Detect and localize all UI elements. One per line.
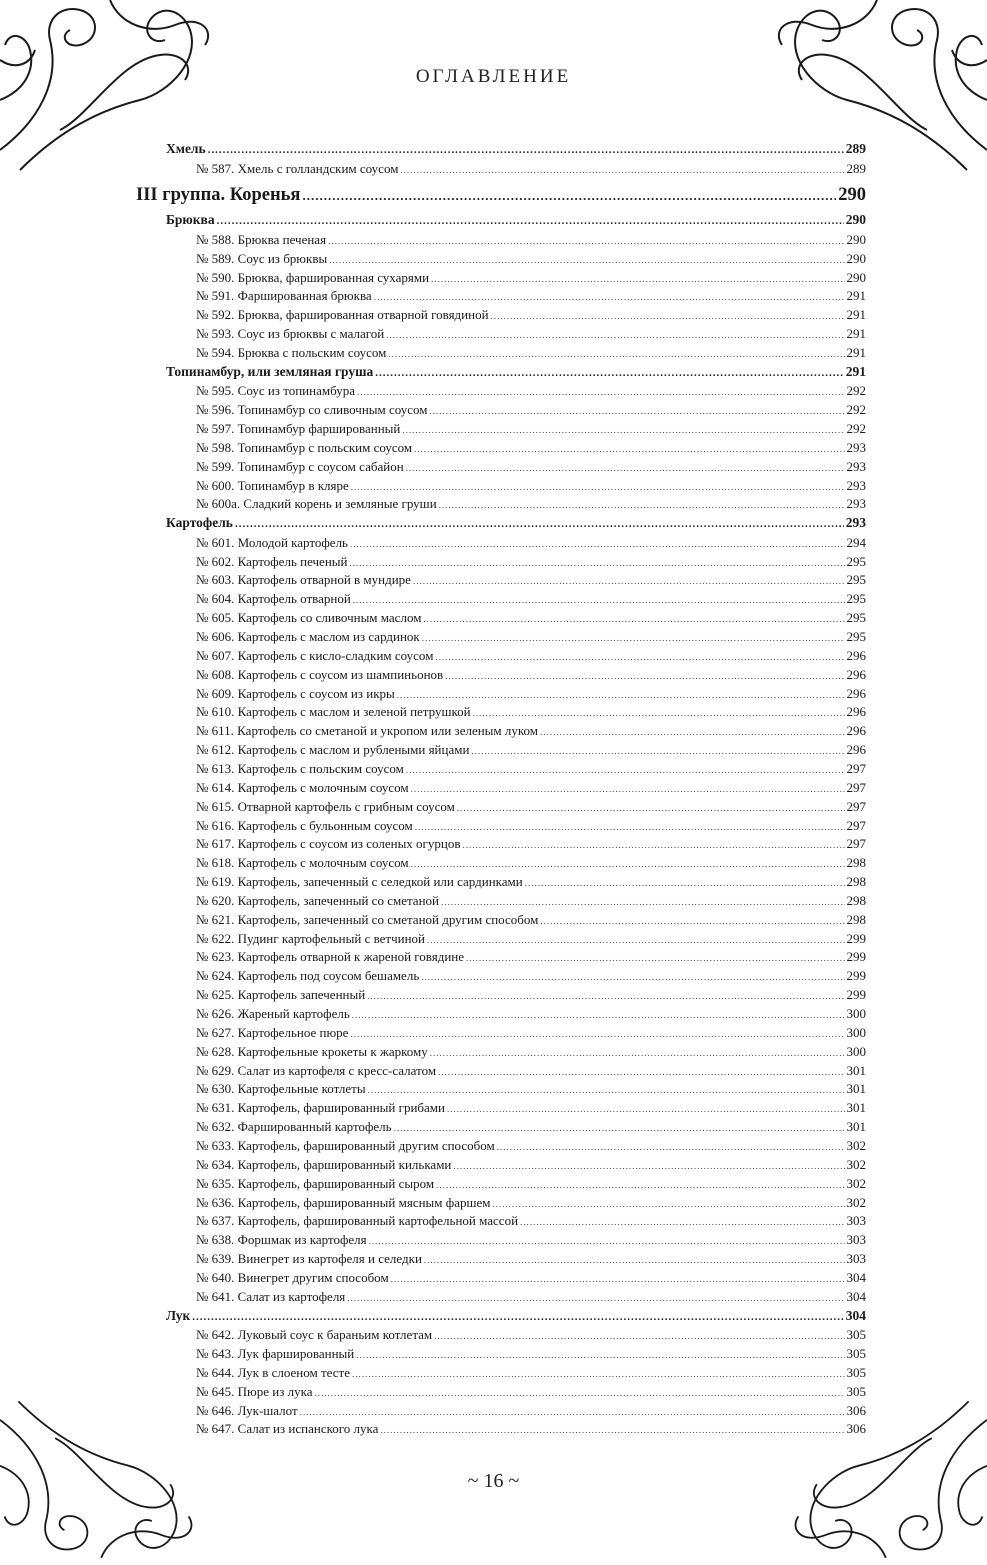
toc-label: № 603. Картофель отварной в мундире — [196, 572, 411, 588]
dot-leader — [374, 292, 845, 302]
toc-entry — [196, 1063, 866, 1081]
dot-leader — [430, 406, 845, 416]
toc-label: № 634. Картофель, фаршированный кильками — [196, 1156, 452, 1172]
dot-leader — [386, 330, 844, 340]
toc-entry — [196, 591, 866, 609]
toc-page-number: 302 — [846, 1175, 866, 1191]
toc-entry — [196, 1157, 866, 1175]
toc-label: № 642. Луковый соус к бараньим котлетам — [196, 1327, 433, 1343]
dot-leader — [411, 784, 845, 794]
dot-leader — [439, 500, 845, 510]
dot-leader — [302, 188, 836, 204]
toc-label: № 593. Соус из брюквы с малагой — [196, 326, 385, 342]
toc-label: № 600а. Сладкий корень и земляные груши — [196, 496, 437, 512]
toc-label: № 602. Картофель печеный — [196, 553, 348, 569]
dot-leader — [421, 972, 844, 982]
toc-label: № 626. Жареный картофель — [196, 1006, 350, 1021]
dot-leader — [415, 822, 845, 832]
toc-page-number: 304 — [845, 1307, 866, 1323]
toc-label: № 633. Картофель, фаршированный другим способом — [196, 1137, 495, 1153]
toc-page-number: 304 — [846, 1269, 866, 1285]
toc-label: № 630. Картофельные котлеты — [196, 1081, 366, 1097]
toc-label: № 606. Картофель с маслом из сардинок — [196, 629, 420, 644]
dot-leader — [466, 953, 844, 963]
dot-leader — [435, 652, 844, 662]
toc-entry — [196, 931, 866, 949]
toc-page-number: 291 — [846, 307, 866, 323]
toc-page-number: 305 — [846, 1345, 866, 1361]
dot-leader — [406, 765, 845, 775]
toc-entry — [196, 345, 866, 363]
toc-entry — [196, 1195, 866, 1213]
dot-leader — [192, 1311, 843, 1323]
toc-page-number: 291 — [846, 326, 866, 342]
dot-leader — [411, 859, 845, 869]
dot-leader — [391, 1274, 845, 1284]
toc-page-number: 293 — [846, 496, 866, 512]
dot-leader — [347, 1293, 844, 1303]
toc-page-number: 289 — [845, 141, 866, 156]
toc-label: № 636. Картофель, фаршированный мясным фаршем — [196, 1194, 491, 1210]
dot-leader — [422, 633, 845, 643]
toc-section-heading — [166, 515, 866, 534]
dot-leader — [375, 367, 844, 379]
dot-leader — [471, 746, 844, 756]
toc-section-heading — [166, 212, 866, 231]
toc-entry — [196, 1100, 866, 1118]
toc-label: № 595. Соус из топинамбура — [196, 383, 355, 399]
toc-label: № 645. Пюре из лука — [196, 1383, 313, 1399]
dot-leader — [462, 840, 844, 850]
toc-entry — [196, 949, 866, 967]
toc-entry — [196, 496, 866, 514]
toc-page-number: 306 — [846, 1402, 866, 1418]
page-title: ОГЛАВЛЕНИЕ — [415, 66, 572, 87]
dot-leader — [235, 518, 844, 530]
toc-entry — [196, 780, 866, 798]
dot-leader — [431, 274, 844, 284]
toc-page-number: 302 — [846, 1156, 866, 1172]
dot-leader — [413, 576, 845, 586]
toc-entry — [196, 1006, 866, 1024]
toc-page-number: 299 — [846, 987, 866, 1003]
toc-label: № 590. Брюква, фаршированная сухарями — [196, 269, 430, 285]
dot-leader — [350, 539, 845, 549]
toc-label: № 608. Картофель с соусом из шампиньонов — [196, 666, 444, 682]
toc-page-number: 296 — [846, 647, 866, 663]
toc-section-heading — [166, 364, 866, 383]
toc-page-number: 293 — [846, 439, 866, 455]
toc-label: № 610. Картофель с маслом и зеленой петрушкой — [196, 704, 471, 720]
toc-label: № 628. Картофельные крокеты к жаркому — [196, 1043, 428, 1059]
toc-entry — [196, 251, 866, 269]
toc-label: № 647. Салат из испанского лука — [196, 1421, 379, 1437]
toc-section-heading — [166, 141, 866, 160]
dot-leader — [349, 558, 844, 568]
toc-label: № 598. Топинамбур с польским соусом — [196, 439, 413, 455]
toc-entry — [196, 1119, 866, 1137]
dot-leader — [217, 215, 844, 227]
toc-label: № 597. Топинамбур фаршированный — [196, 421, 401, 436]
toc-label: № 587. Хмель с голландским соусом — [196, 160, 399, 176]
toc-label: № 635. Картофель, фаршированный сыром — [196, 1175, 435, 1191]
toc-label: Брюква — [166, 212, 215, 228]
toc-page-number: 300 — [846, 1043, 866, 1059]
toc-page-number: 298 — [846, 855, 866, 871]
toc-label: № 589. Соус из брюквы — [196, 250, 328, 266]
toc-page-number: 295 — [846, 553, 866, 569]
dot-leader — [357, 387, 845, 397]
toc-label: № 629. Салат из картофеля с кресс-салатом — [196, 1062, 437, 1078]
toc-label: Топинамбур, или земляная груша — [166, 363, 374, 379]
dot-leader — [406, 463, 845, 473]
toc-label: № 643. Лук фаршированный — [196, 1345, 355, 1361]
dot-leader — [369, 1236, 845, 1246]
toc-label: № 617. Картофель с соусом из соленых огурцов — [196, 836, 461, 852]
toc-label: № 607. Картофель с кисло-сладким соусом — [196, 647, 434, 663]
toc-label: № 604. Картофель отварной — [196, 591, 351, 607]
toc-entry — [196, 288, 866, 306]
toc-entry — [196, 874, 866, 892]
toc-page-number: 299 — [846, 930, 866, 946]
toc-entry — [196, 459, 866, 477]
toc-entry — [196, 968, 866, 986]
dot-leader — [497, 1142, 845, 1152]
toc-page-number: 293 — [846, 458, 866, 474]
dot-leader — [367, 991, 844, 1001]
dot-leader — [520, 1217, 844, 1227]
toc-page-number: 290 — [846, 231, 866, 247]
dot-leader — [329, 255, 844, 265]
dot-leader — [525, 878, 845, 888]
dot-leader — [368, 1085, 845, 1095]
toc-label: № 614. Картофель с молочным соусом — [196, 779, 409, 795]
toc-page-number: 290 — [845, 212, 866, 228]
toc-page-number: 297 — [846, 836, 866, 852]
toc-page-number: 295 — [846, 591, 866, 607]
toc-label: Картофель — [166, 515, 233, 531]
toc-label: № 619. Картофель, запеченный с селедкой или сардинками — [196, 874, 523, 890]
toc-label: № 599. Топинамбур с соусом сабайон — [196, 458, 404, 474]
dot-leader — [414, 444, 844, 454]
dot-leader — [402, 425, 844, 435]
dot-leader — [328, 236, 844, 246]
toc-page-number: 298 — [846, 911, 866, 927]
toc-label: № 644. Лук в слоеном тесте — [196, 1364, 350, 1380]
toc-page-number: 292 — [846, 383, 866, 399]
toc-page-number: 304 — [846, 1288, 866, 1304]
toc-label: № 631. Картофель, фаршированный грибами — [196, 1100, 445, 1116]
dot-leader — [540, 916, 844, 926]
toc-entry — [196, 648, 866, 666]
toc-label: № 592. Брюква, фаршированная отварной говядиной — [196, 307, 489, 323]
toc-entry — [196, 761, 866, 779]
dot-leader — [353, 595, 845, 605]
dot-leader — [424, 1255, 845, 1265]
dot-leader — [427, 935, 844, 945]
toc-label: № 641. Салат из картофеля — [196, 1288, 346, 1304]
toc-page-number: 299 — [846, 949, 866, 965]
dot-leader — [400, 165, 844, 175]
toc-entry — [196, 704, 866, 722]
toc-page-number: 297 — [846, 760, 866, 776]
dot-leader — [388, 349, 844, 359]
toc-label: № 623. Картофель отварной к жареной говядине — [196, 949, 465, 965]
toc-page-number: 297 — [846, 817, 866, 833]
dot-leader — [492, 1199, 844, 1209]
toc-label: № 615. Отварной картофель с грибным соусом — [196, 798, 455, 814]
toc-entry — [196, 572, 866, 590]
toc-entry — [196, 1176, 866, 1194]
toc-page-number: 303 — [846, 1232, 866, 1248]
toc-page-number: 297 — [846, 798, 866, 814]
toc-label: № 588. Брюква печеная — [196, 231, 327, 247]
toc-page-number: 302 — [846, 1137, 866, 1153]
dot-leader — [397, 690, 845, 700]
toc-page-number: 291 — [846, 288, 866, 304]
toc-entry — [196, 987, 866, 1005]
dot-leader — [447, 1104, 845, 1114]
toc-label: № 591. Фаршированная брюква — [196, 288, 372, 304]
toc-page-number: 302 — [846, 1194, 866, 1210]
toc-label: № 638. Форшмак из картофеля — [196, 1232, 367, 1248]
toc-entry — [196, 554, 866, 572]
dot-leader — [441, 897, 845, 907]
toc-entry — [196, 1232, 866, 1250]
toc-entry — [196, 307, 866, 325]
toc-page-number: 295 — [846, 572, 866, 588]
toc-entry — [196, 421, 866, 439]
toc-label: Хмель — [166, 141, 206, 156]
toc-label: № 625. Картофель запеченный — [196, 987, 366, 1003]
toc-group-heading — [136, 185, 866, 211]
toc-entry — [196, 629, 866, 647]
toc-label: № 616. Картофель с бульонным соусом — [196, 817, 413, 833]
toc-label: Лук — [166, 1307, 191, 1323]
toc-page-number: 300 — [846, 1024, 866, 1040]
dot-leader — [350, 1029, 844, 1039]
toc-section-heading — [166, 1308, 866, 1327]
toc-entry — [196, 818, 866, 836]
dot-leader — [436, 1180, 844, 1190]
toc-page-number: 296 — [846, 704, 866, 720]
toc-page-number: 303 — [846, 1213, 866, 1229]
toc-label: № 622. Пудинг картофельный с ветчиной — [196, 930, 426, 946]
toc-entry — [196, 326, 866, 344]
toc-page-number: 303 — [846, 1251, 866, 1267]
toc-page-number: 296 — [846, 723, 866, 739]
toc-entry — [196, 232, 866, 250]
toc-entry — [196, 893, 866, 911]
dot-leader — [540, 727, 844, 737]
dot-leader — [380, 1425, 844, 1435]
toc-page-number: 301 — [846, 1062, 866, 1078]
dot-leader — [445, 671, 844, 681]
toc-page-number: 291 — [846, 344, 866, 360]
toc-page-number: 305 — [846, 1383, 866, 1399]
toc-page-number: 299 — [846, 968, 866, 984]
toc-entry — [196, 1138, 866, 1156]
toc-entry — [196, 270, 866, 288]
toc-label: III группа. Коренья — [136, 185, 301, 206]
toc-label: № 637. Картофель, фаршированный картофельной массой — [196, 1213, 519, 1229]
toc-entry — [196, 1289, 866, 1307]
page-number: ~ 16 ~ — [467, 1470, 520, 1492]
dot-leader — [356, 1350, 844, 1360]
toc-page-number: 293 — [846, 477, 866, 493]
dot-leader — [423, 614, 844, 624]
toc-label: № 613. Картофель с польским соусом — [196, 760, 404, 776]
toc-entry — [196, 1421, 866, 1439]
toc-page-number: 296 — [846, 742, 866, 758]
dot-leader — [394, 1123, 845, 1133]
toc-entry — [196, 478, 866, 496]
toc-entry — [196, 912, 866, 930]
toc-entry — [196, 723, 866, 741]
toc-page-number: 301 — [846, 1119, 866, 1135]
toc-entry — [196, 440, 866, 458]
toc-label: № 612. Картофель с маслом и рублеными яйцами — [196, 742, 470, 758]
toc-entry — [196, 1327, 866, 1345]
dot-leader — [430, 1048, 845, 1058]
toc-page-number: 296 — [846, 685, 866, 701]
toc-label: № 594. Брюква с польским соусом — [196, 344, 387, 360]
toc-page-number: 300 — [846, 1006, 866, 1021]
dot-leader — [453, 1161, 844, 1171]
toc-entry — [196, 402, 866, 420]
toc-label: № 640. Винегрет другим способом — [196, 1269, 389, 1285]
toc-entry — [196, 855, 866, 873]
toc-entry — [196, 1044, 866, 1062]
toc-entry — [196, 1081, 866, 1099]
toc-entry — [196, 1365, 866, 1383]
toc-page-number: 291 — [845, 363, 866, 379]
toc-label: № 646. Лук-шалот — [196, 1402, 298, 1418]
toc-label: № 600. Топинамбур в кляре — [196, 477, 349, 493]
dot-leader — [315, 1388, 845, 1398]
toc-entry — [196, 383, 866, 401]
toc-entry — [196, 161, 866, 179]
toc-page-number: 290 — [838, 185, 866, 206]
toc-label: № 601. Молодой картофель — [196, 534, 348, 550]
toc-page-number: 295 — [846, 610, 866, 626]
toc-page-number: 305 — [846, 1327, 866, 1343]
dot-leader — [300, 1407, 845, 1417]
toc-entry — [196, 1403, 866, 1421]
toc-label: № 611. Картофель со сметаной и укропом или зеленым луком — [196, 723, 539, 739]
toc-label: № 609. Картофель с соусом из икры — [196, 685, 395, 701]
dot-leader — [457, 803, 845, 813]
toc-entry — [196, 742, 866, 760]
toc-label: № 639. Винегрет из картофеля и селедки — [196, 1251, 422, 1267]
toc-page-number: 292 — [846, 421, 866, 436]
toc-page-number: 301 — [846, 1081, 866, 1097]
toc-label: № 624. Картофель под соусом бешамель — [196, 968, 420, 984]
dot-leader — [208, 144, 844, 156]
toc-page-number: 298 — [846, 892, 866, 908]
dot-leader — [351, 482, 845, 492]
dot-leader — [352, 1010, 845, 1020]
toc-page-number: 292 — [846, 402, 866, 418]
toc-label: № 621. Картофель, запеченный со сметаной другим способом — [196, 911, 539, 927]
toc-page-number: 301 — [846, 1100, 866, 1116]
toc-page-number: 296 — [846, 666, 866, 682]
toc-entry — [196, 667, 866, 685]
dot-leader — [491, 311, 845, 321]
dot-leader — [473, 708, 845, 718]
toc-entry — [196, 1251, 866, 1269]
toc-label: № 605. Картофель со сливочным маслом — [196, 610, 422, 626]
toc-page-number: 306 — [846, 1421, 866, 1437]
toc-entry — [196, 535, 866, 553]
dot-leader — [434, 1331, 844, 1341]
toc-label: № 618. Картофель с молочным соусом — [196, 855, 409, 871]
toc-entry — [196, 836, 866, 854]
toc-page-number: 290 — [846, 269, 866, 285]
toc-page-number: 293 — [845, 515, 866, 531]
toc-entry — [196, 1025, 866, 1043]
toc-page-number: 290 — [846, 250, 866, 266]
toc-label: № 627. Картофельное пюре — [196, 1024, 349, 1040]
toc-entry — [196, 686, 866, 704]
toc-page-number: 294 — [846, 534, 866, 550]
toc-page-number: 295 — [846, 629, 866, 644]
toc-page-number: 297 — [846, 779, 866, 795]
toc-entry — [196, 799, 866, 817]
dot-leader — [438, 1067, 844, 1077]
toc-entry — [196, 610, 866, 628]
toc-page-number: 305 — [846, 1364, 866, 1380]
toc-label: № 596. Топинамбур со сливочным соусом — [196, 402, 428, 418]
toc-label: № 620. Картофель, запеченный со сметаной — [196, 892, 439, 908]
toc-label: № 632. Фаршированный картофель — [196, 1119, 392, 1135]
dot-leader — [352, 1369, 845, 1379]
toc-entry — [196, 1270, 866, 1288]
toc-page-number: 298 — [846, 874, 866, 890]
toc-entry — [196, 1213, 866, 1231]
toc-entry — [196, 1384, 866, 1402]
toc-page-number: 289 — [846, 160, 866, 176]
toc-entry — [196, 1346, 866, 1364]
